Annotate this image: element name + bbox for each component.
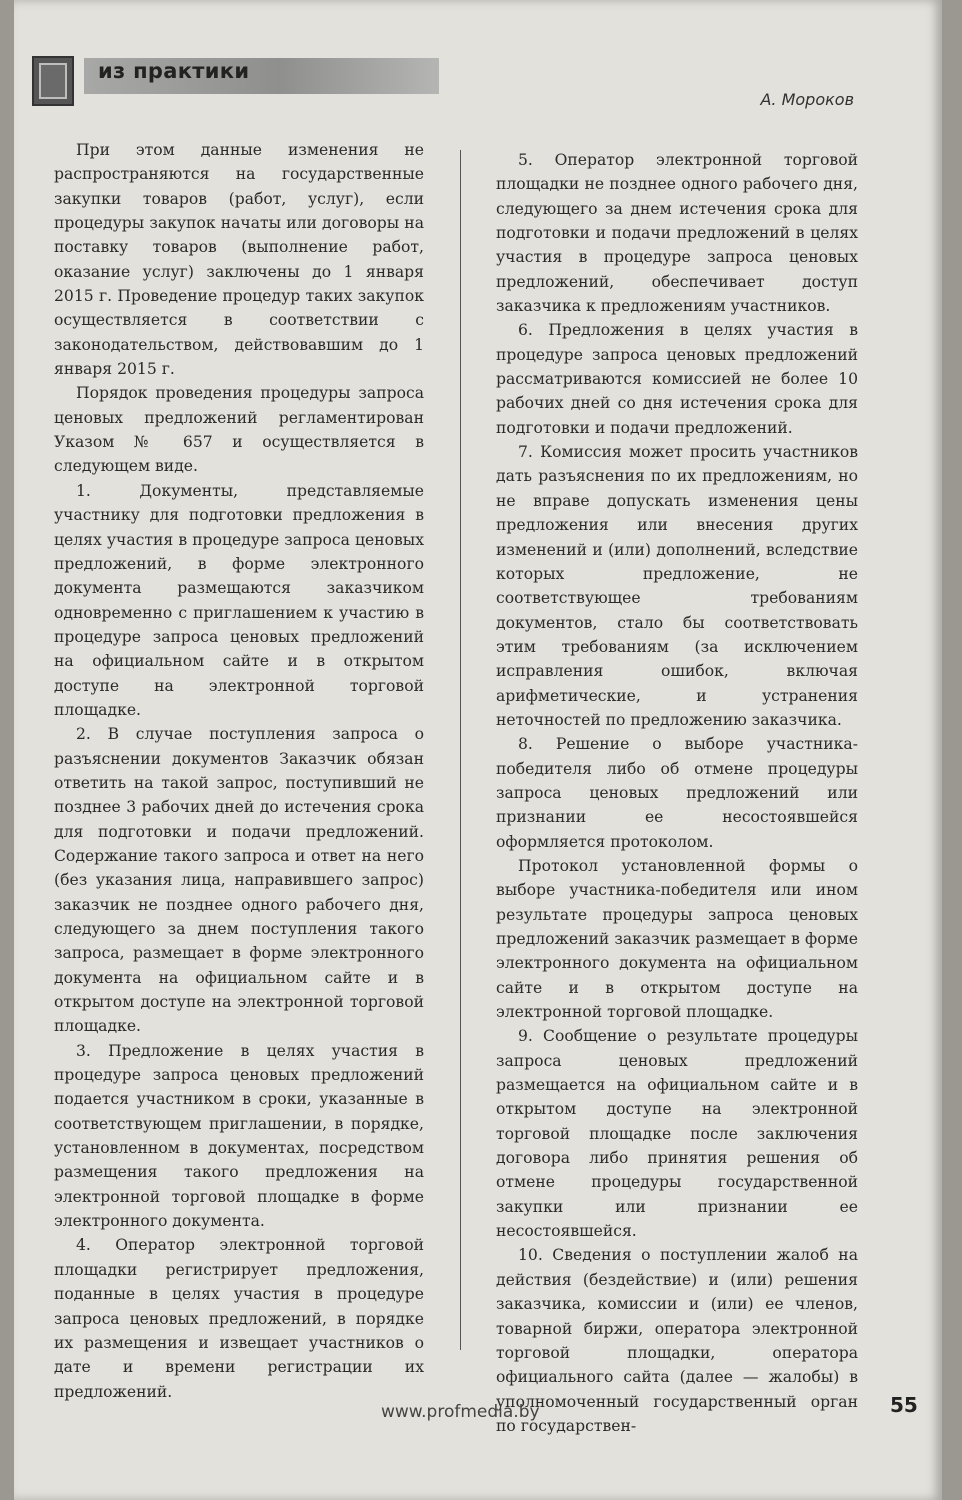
section-emblem-icon xyxy=(32,56,74,106)
paragraph: При этом данные изменения не распространяются на государственные закупки товаров (работ, услуг), если процедуры закупок начаты или договоры на поставку товаров (выполнение работ, оказание услуг) заключены до 1 января 2015 г. Проведение процедур таких закупок осуществляется в соответствии с законодательством, действовавшим до 1 января 2015 г. xyxy=(54,141,424,379)
section-title: из практики xyxy=(98,59,250,83)
footer-url: www.profmedia.by xyxy=(381,1402,540,1422)
paragraph: 1. Документы, представляемые участнику для подготовки предложения в целях участия в процедуре запроса ценовых предложений, в форме электронного документа размещаются заказчиком одновременно с приглашением к участию в процедуре запроса ценовых предложений на официальном сайте и в открытом доступе на электронной торговой площадке. xyxy=(54,481,424,719)
paragraph: 7. Комиссия может просить участников дать разъяснения по их предложениям, но не вправе допускать изменения цены предложения или внесения других изменений и (или) дополнений, вследствие которых предложение, не соответствующее требованиям документов, стало бы соответствовать этим требованиям (за исключением исправления ошибок, включая арифметические, и устранения неточностей по предложению заказчика. xyxy=(496,443,858,729)
left-column xyxy=(54,138,424,1404)
author-name: А. Мороков xyxy=(760,90,854,109)
page-number: 55 xyxy=(890,1393,918,1417)
paragraph: 10. Сведения о поступлении жалоб на действия (бездействие) и (или) решения заказчика, комиссии и (или) ее членов, товарной биржи, оператора электронной торговой площадки, оператора официального сайта (далее — жалобы) в уполномоченный государственный орган по государствен- xyxy=(496,1246,858,1435)
paragraph: 3. Предложение в целях участия в процедуре запроса ценовых предложений подается участником в сроки, указанные в соответствующем приглашении, в порядке, установленном в документах, посредством размещения такого предложения на электронной торговой площадке в форме электронного документа. xyxy=(54,1041,424,1231)
paragraph: 8. Решение о выборе участника-победителя либо об отмене процедуры запроса ценовых предложений или признании ее несостоявшейся оформляется протоколом. xyxy=(496,735,858,851)
paragraph: Протокол установленной формы о выборе участника-победителя или ином результате процедуры запроса ценовых предложений заказчик размещает в форме электронного документа на официальном сайте и в открытом доступе на электронной торговой площадке. xyxy=(496,856,858,1022)
paragraph: 2. В случае поступления запроса о разъяснении документов Заказчик обязан ответить на такой запрос, поступивший не позднее 3 рабочих дней до истечения срока для подготовки и подачи предложений. Содержание такого запроса и ответ на него (без указания лица, направившего запрос) заказчик не позднее одного рабочего дня, следующего за днем поступления такого запроса, размещает в форме электронного документа на официальном сайте и в открытом доступе на электронной торговой площадке. xyxy=(54,725,424,1036)
column-divider xyxy=(460,150,461,1350)
paragraph: 4. Оператор электронной торговой площадки регистрирует предложения, поданные в целях участия в процедуре запроса ценовых предложений, в порядке их размещения и извещает участников о дате и времени регистрации их предложений. xyxy=(54,1236,424,1401)
paragraph: 9. Сообщение о результате процедуры запроса ценовых предложений размещается на официальном сайте и в открытом доступе на электронной торговой площадке после заключения договора либо принятия решения об отмене процедуры государственной закупки или признании ее несостоявшейся. xyxy=(496,1027,858,1241)
paragraph: 5. Оператор электронной торговой площадки не позднее одного рабочего дня, следующего за днем истечения срока для подготовки и подачи предложений в целях участия в процедуре запроса ценовых предложений, обеспечивает доступ заказчика к предложениям участников. xyxy=(496,151,858,316)
right-column xyxy=(496,148,858,1438)
paragraph: 6. Предложения в целях участия в процедуре запроса ценовых предложений рассматриваются комиссией не более 10 рабочих дней со дня истечения срока для подготовки и подачи предложений. xyxy=(496,321,858,437)
paragraph: Порядок проведения процедуры запроса ценовых предложений регламентирован Указом № 657 и осуществляется в следующем виде. xyxy=(54,384,424,476)
magazine-page xyxy=(14,0,942,1500)
